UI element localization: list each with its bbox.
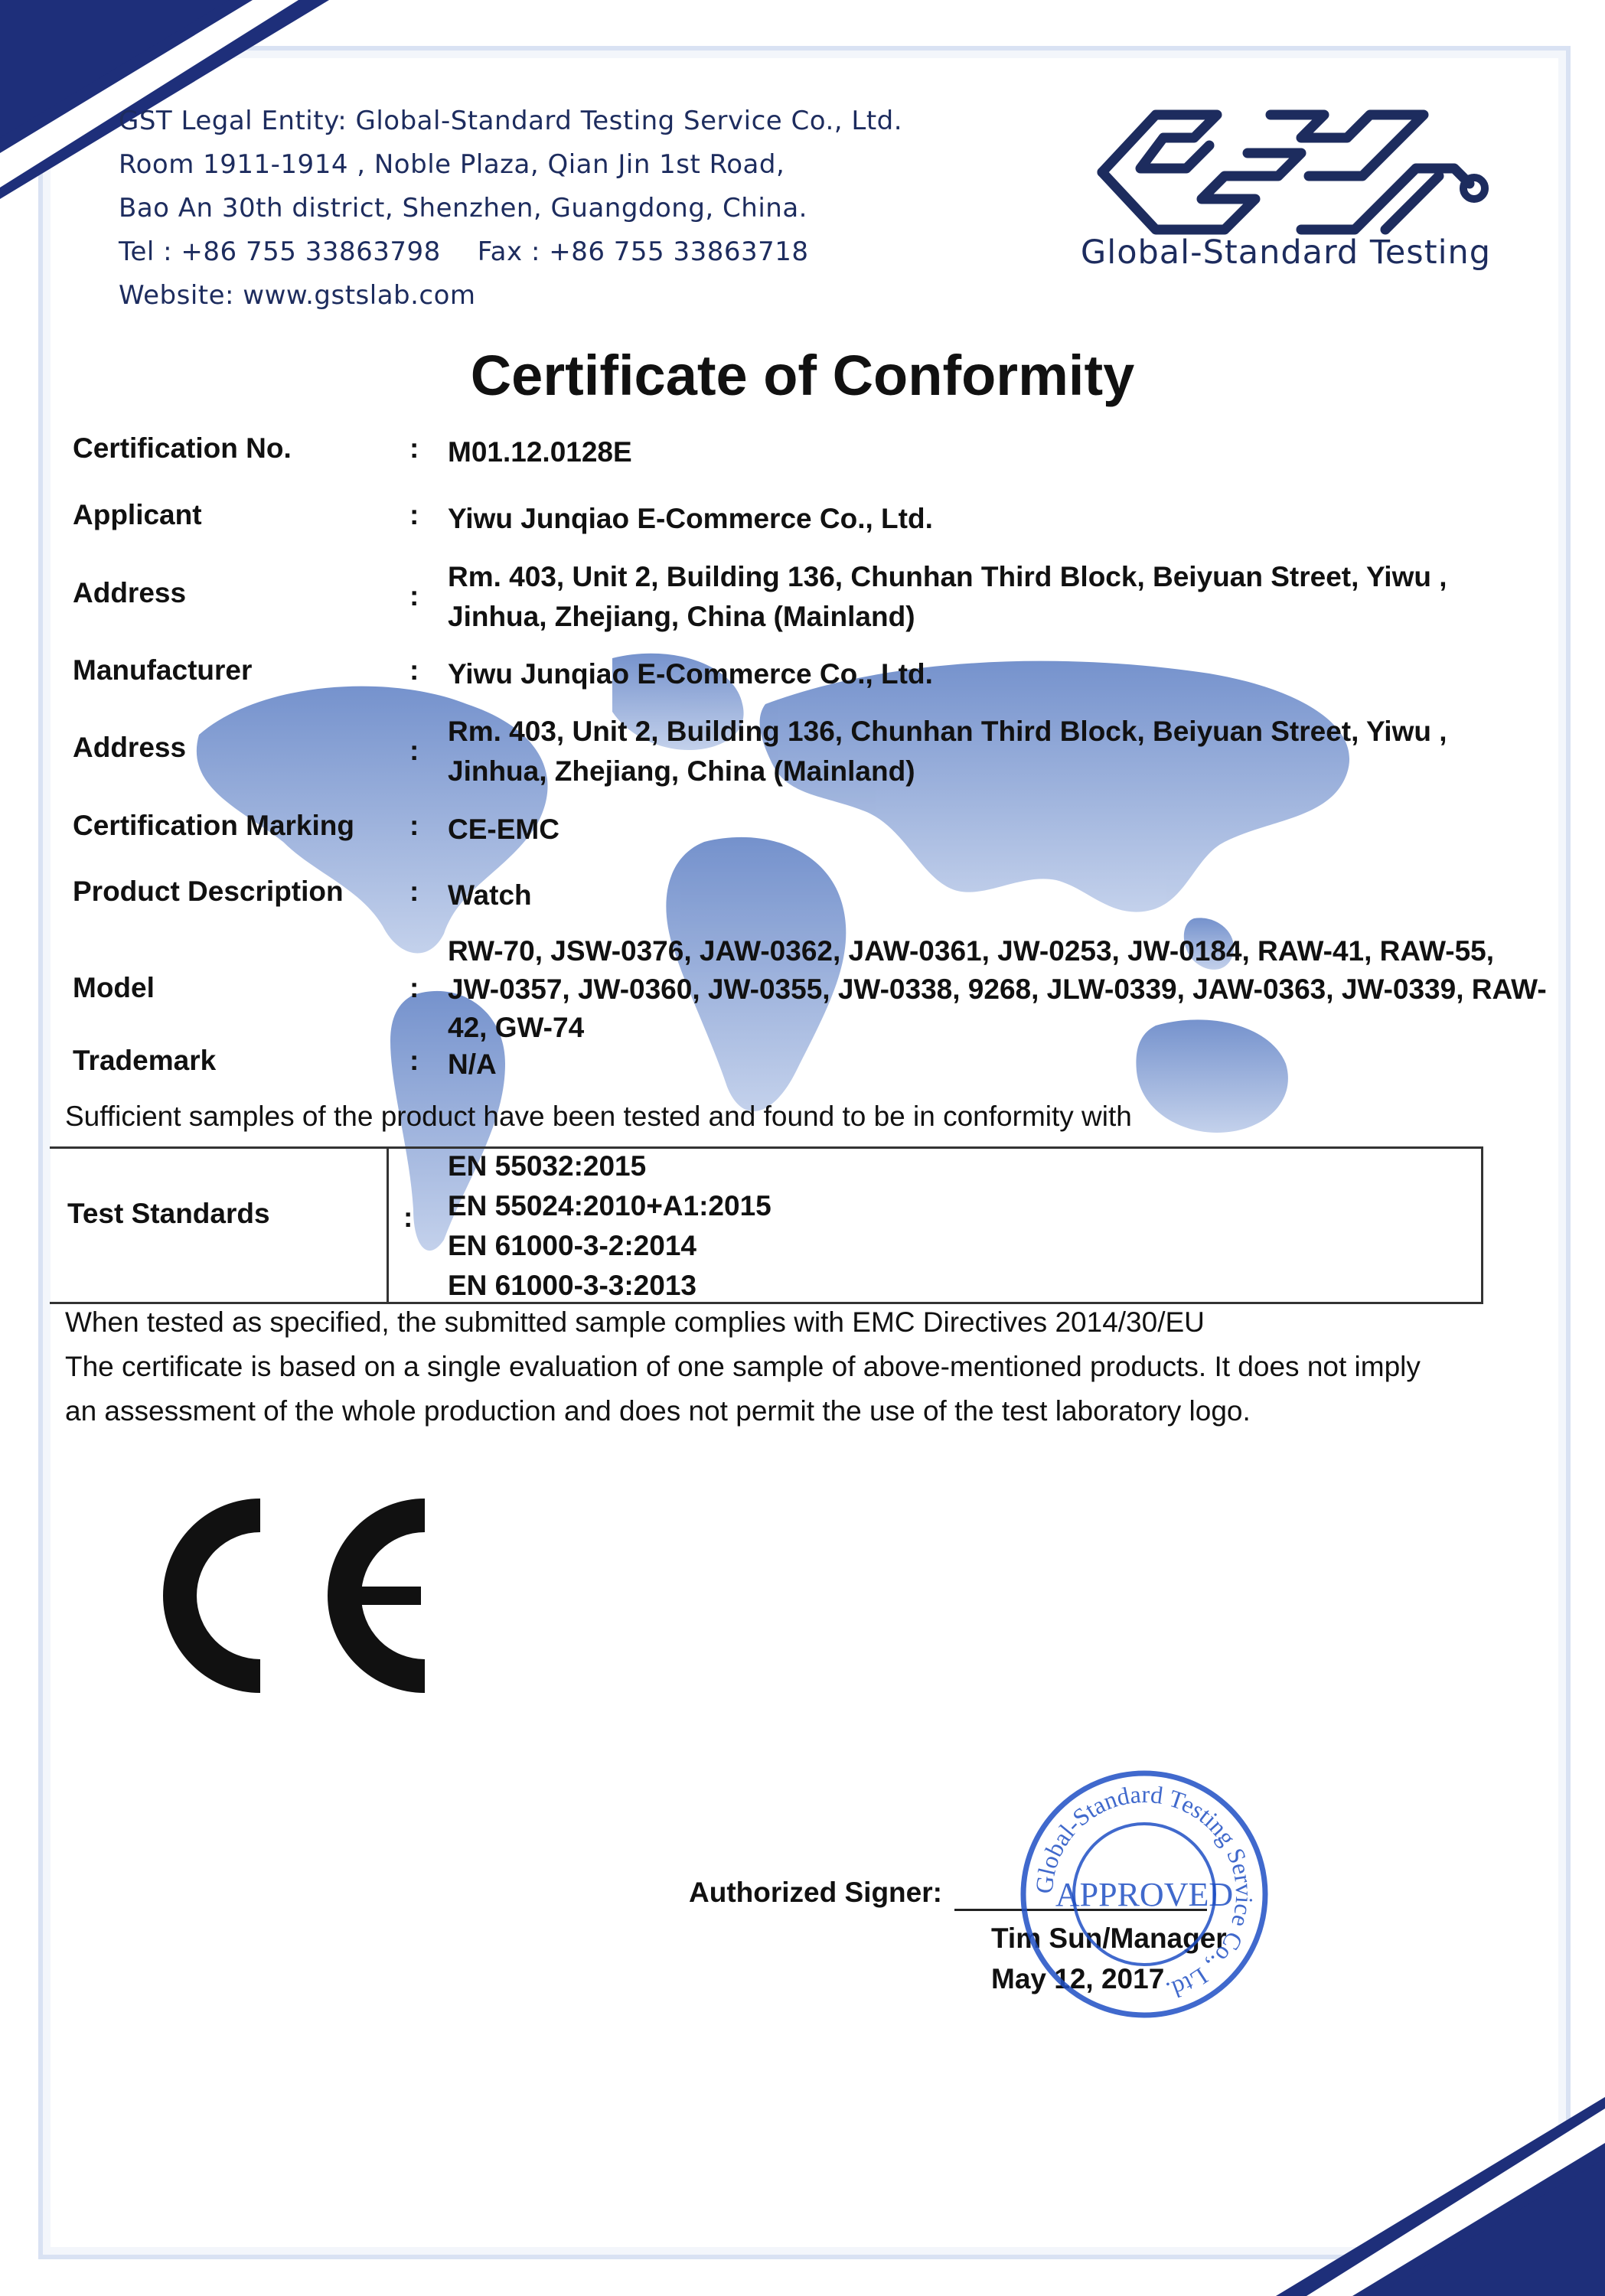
issuer-address-line1: Room 1911-1914 , Noble Plaza, Qian Jin 1st Road, — [119, 149, 785, 180]
authorized-signer-label: Authorized Signer: — [689, 1877, 942, 1908]
certificate-title: Certificate of Conformity — [470, 344, 1135, 407]
colon: : — [409, 580, 419, 612]
colon: : — [409, 432, 419, 464]
label-certification-no: Certification No. — [73, 432, 292, 464]
gst-logo-name: Global-Standard Testing — [1080, 233, 1492, 272]
issuer-contact — [119, 230, 902, 274]
standard-item: EN 55032:2015 — [448, 1150, 647, 1182]
label-product-description: Product Description — [73, 876, 344, 907]
colon: : — [409, 499, 419, 530]
value-model: RW-70, JSW-0376, JAW-0362, JAW-0361, JW-0253, JW-0184, RAW-41, RAW-55, JW-0357, JW-0360, JW-0355, JW-0338, 9268, JLW-0339, JAW-0363, JW-0339, RAW-42, GW-74 — [448, 935, 1547, 1043]
signature-date: May 12, 2017 — [991, 1963, 1165, 1994]
corner-stripes-bottom-right — [1253, 2051, 1605, 2296]
standard-item: EN 55024:2010+A1:2015 — [448, 1190, 772, 1221]
colon: : — [409, 876, 419, 907]
issuer-tel: Tel : +86 755 33863798 — [119, 236, 441, 267]
value-product-description: Watch — [448, 879, 532, 911]
issuer-header — [119, 99, 902, 318]
label-trademark: Trademark — [73, 1045, 217, 1076]
value-applicant-address: Rm. 403, Unit 2, Building 136, Chunhan Third Block, Beiyuan Street, Yiwu , Jinhua, Zhejiang, China (Mainland) — [448, 561, 1447, 632]
label-applicant: Applicant — [73, 499, 202, 530]
colon: : — [409, 735, 419, 766]
ce-mark-icon — [115, 1492, 444, 1699]
label-certification-marking: Certification Marking — [73, 810, 354, 841]
value-applicant: Yiwu Junqiao E-Commerce Co., Ltd. — [448, 503, 933, 534]
label-manufacturer: Manufacturer — [73, 654, 253, 686]
disclaimer-line1: The certificate is based on a single evaluation of one sample of above-mentioned products. It does not imply — [65, 1351, 1421, 1382]
disclaimer-line2: an assessment of the whole production and does not permit the use of the test laboratory logo. — [65, 1395, 1251, 1427]
value-certification-marking: CE-EMC — [448, 814, 559, 845]
label-manufacturer-address: Address — [73, 732, 187, 763]
issuer-website: Website: www.gstslab.com — [119, 280, 476, 311]
value-manufacturer: Yiwu Junqiao E-Commerce Co., Ltd. — [448, 658, 933, 690]
colon: : — [409, 654, 419, 686]
standard-item: EN 61000-3-2:2014 — [448, 1230, 696, 1261]
stamp-ring-text: Global-Standard Testing Service Co., Ltd. — [1029, 1779, 1259, 2006]
value-trademark: N/A — [448, 1049, 497, 1080]
signer-name: Tim Sun/Manager — [991, 1923, 1227, 1954]
colon: : — [409, 972, 419, 1003]
label-test-standards: Test Standards — [67, 1198, 270, 1229]
samples-statement: Sufficient samples of the product have been tested and found to be in conformity with — [65, 1101, 1132, 1132]
colon: : — [409, 1045, 419, 1076]
legal-entity: GST Legal Entity: Global-Standard Testing Service Co., Ltd. — [119, 106, 903, 136]
stamp-center-text: APPROVED — [1055, 1876, 1234, 1913]
approved-stamp — [1010, 1760, 1278, 2028]
issuer-fax: Fax : +86 755 33863718 — [477, 236, 809, 267]
label-model: Model — [73, 972, 155, 1003]
value-certification-no: M01.12.0128E — [448, 436, 632, 468]
test-standards-divider — [387, 1149, 389, 1302]
standard-item: EN 61000-3-3:2013 — [448, 1270, 696, 1301]
value-manufacturer-address: Rm. 403, Unit 2, Building 136, Chunhan Third Block, Beiyuan Street, Yiwu , Jinhua, Zhejiang, China (Mainland) — [448, 716, 1447, 787]
colon: : — [409, 810, 419, 841]
colon: : — [403, 1202, 413, 1233]
compliance-statement: When tested as specified, the submitted sample complies with EMC Directives 2014/30/EU — [65, 1306, 1205, 1338]
issuer-address-line2: Bao An 30th district, Shenzhen, Guangdong, China. — [119, 193, 807, 223]
label-applicant-address: Address — [73, 577, 187, 608]
test-standards-list — [448, 1146, 772, 1306]
